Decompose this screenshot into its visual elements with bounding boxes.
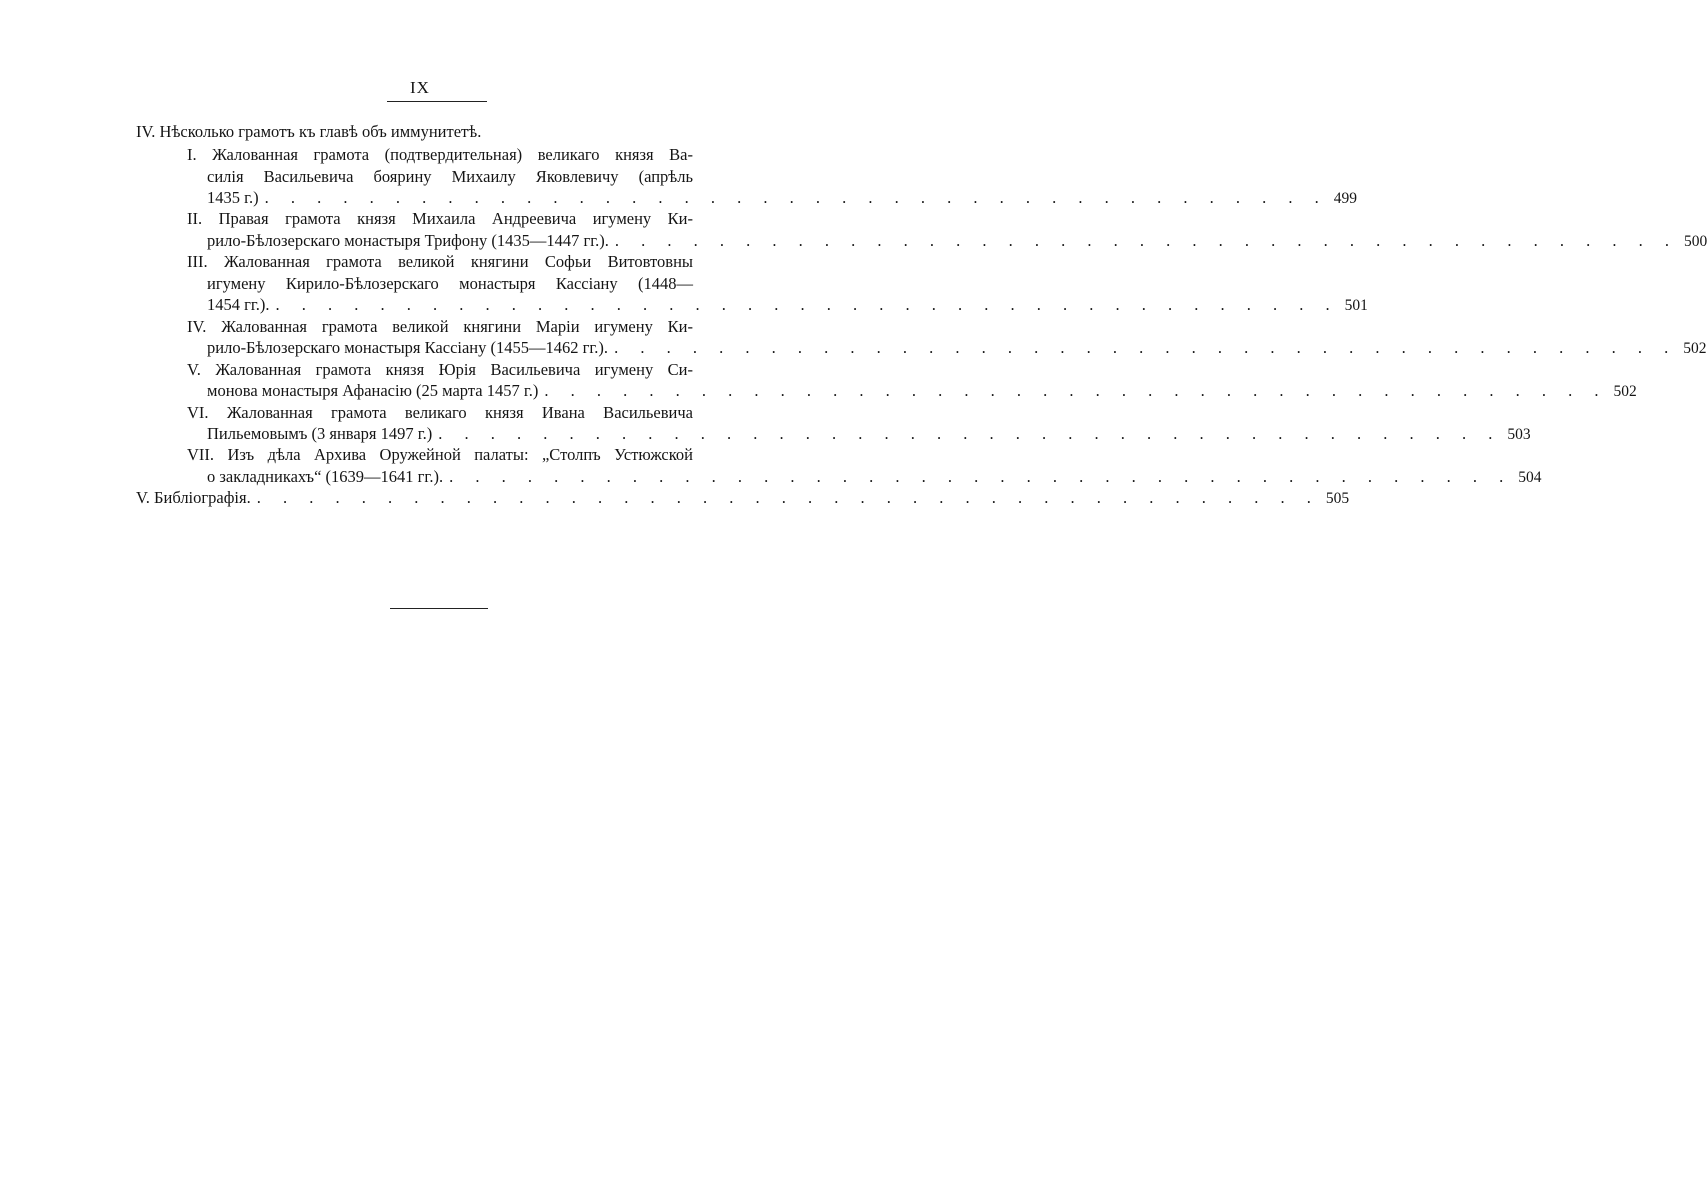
entry-vii-page: 504 [1518, 469, 1542, 486]
dot-leader: . . . . . . . . . . . . . . . . . . . . . . . . . . . . . . . . . . . . . . . . . [614, 338, 1678, 357]
section-v-page: 505 [1325, 490, 1350, 507]
entry-vi-line-1: VI. Жалованная грамота великаго князя Ивана Васильевича [187, 403, 693, 422]
toc-row-entry-v [207, 380, 1637, 402]
entry-i-line-1: I. Жалованная грамота (подтвердительная) великаго князя Ва- [187, 145, 693, 164]
dot-leader: . . . . . . . . . . . . . . . . . . . . . . . . . . . . . . . . . . . . . . . . . [449, 467, 1513, 486]
entry-ii-line-1: II. Правая грамота князя Михаила Андреевича игумену Ки- [187, 209, 693, 228]
toc-row-section-v [136, 487, 1350, 509]
entry-iii-line-2: игумену Кирило-Бѣлозерскаго монастыря Кассіану (1448— [207, 274, 693, 293]
entry-iv-line-1: IV. Жалованная грамота великой княгини Маріи игумену Ки- [187, 317, 693, 336]
section-iv-title: IV. Нѣсколько грамотъ къ главѣ объ иммунитетѣ. [136, 122, 482, 141]
dot-leader: . . . . . . . . . . . . . . . . . . . . . . . . . . . . . . . . . . . . . . . . . [544, 381, 1608, 400]
entry-i-line-2: силія Васильевича боярину Михаилу Яковлевичу (апрѣль [207, 167, 693, 186]
entry-iii-line-3: 1454 гг.). [207, 295, 270, 314]
entry-vii-line-2: о закладникахъ“ (1639—1641 гг.). [207, 467, 444, 486]
entry-v-line-2: монова монастыря Афанасію (25 марта 1457 г.) [207, 381, 539, 400]
dot-leader: . . . . . . . . . . . . . . . . . . . . . . . . . . . . . . . . . . . . . . . . . [256, 488, 1320, 507]
dot-leader: . . . . . . . . . . . . . . . . . . . . . . . . . . . . . . . . . . . . . . . . . [614, 231, 1678, 250]
entry-vii-line-1: VII. Изъ дѣла Архива Оружейной палаты: „Столпъ Устюжской [187, 445, 693, 464]
entry-vi-line-2: Пильемовымъ (3 января 1497 г.) [207, 424, 433, 443]
entry-iii-page: 501 [1344, 297, 1368, 314]
toc-row-entry-i [207, 187, 1358, 209]
entry-iv-page: 502 [1683, 340, 1707, 357]
top-rule [387, 101, 487, 102]
entry-ii-line-2: рило-Бѣлозерскаго монастыря Трифону (1435—1447 гг.). [207, 231, 609, 250]
dot-leader: . . . . . . . . . . . . . . . . . . . . . . . . . . . . . . . . . . . . . . . . . [438, 424, 1502, 443]
toc-row-entry-vi [207, 423, 1531, 445]
entry-ii-page: 500 [1683, 233, 1707, 250]
entry-i-page: 499 [1333, 190, 1358, 207]
entry-vi-page: 503 [1507, 426, 1531, 443]
page-number: IX [410, 78, 430, 97]
section-v-title: V. Библіографія. [136, 488, 251, 507]
entry-v-page: 502 [1613, 383, 1637, 400]
toc-row-entry-iv [207, 337, 1707, 359]
toc-row-entry-vii [207, 466, 1542, 488]
entry-i-line-3: 1435 г.) [207, 188, 259, 207]
entry-iii-line-1: III. Жалованная грамота великой княгини Софьи Витовтовны [187, 252, 693, 271]
dot-leader: . . . . . . . . . . . . . . . . . . . . . . . . . . . . . . . . . . . . . . . . . [264, 188, 1328, 207]
toc-row-entry-ii [207, 230, 1707, 252]
bottom-rule [390, 608, 488, 609]
dot-leader: . . . . . . . . . . . . . . . . . . . . . . . . . . . . . . . . . . . . . . . . . [275, 295, 1339, 314]
entry-iv-line-2: рило-Бѣлозерскаго монастыря Кассіану (1455—1462 гг.). [207, 338, 609, 357]
entry-v-line-1: V. Жалованная грамота князя Юрія Васильевича игумену Си- [187, 360, 693, 379]
toc-row-entry-iii [207, 294, 1368, 316]
